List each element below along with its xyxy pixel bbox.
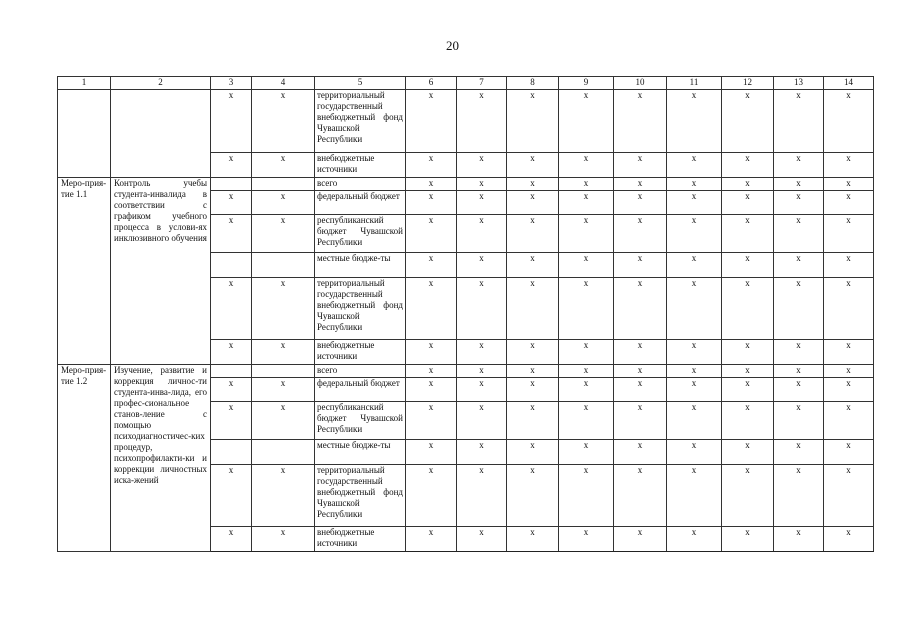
cross-cell: x — [507, 153, 559, 178]
cross-cell: x — [824, 378, 874, 402]
cross-cell: x — [406, 440, 457, 465]
table-row — [58, 90, 874, 153]
cross-cell: x — [722, 365, 774, 378]
column-header: 6 — [406, 77, 457, 90]
cross-cell: x — [722, 153, 774, 178]
cross-cell: x — [211, 191, 252, 215]
cross-cell: x — [722, 340, 774, 365]
cross-cell: x — [211, 340, 252, 365]
table-row — [58, 365, 874, 378]
measure-description-cell — [111, 90, 211, 178]
measure-label-cell — [58, 90, 111, 178]
cross-cell: x — [774, 365, 824, 378]
cross-cell: x — [824, 440, 874, 465]
cross-cell: x — [774, 278, 824, 340]
cross-cell: x — [824, 465, 874, 527]
cross-cell: x — [559, 278, 614, 340]
cross-cell: x — [667, 90, 722, 153]
cross-cell: x — [252, 340, 315, 365]
cross-cell: x — [252, 153, 315, 178]
cross-cell: x — [507, 90, 559, 153]
cross-cell: x — [252, 278, 315, 340]
cross-cell: x — [774, 153, 824, 178]
cross-cell: x — [457, 340, 507, 365]
cross-cell: x — [211, 90, 252, 153]
funding-source: местные бюдже-ты — [315, 440, 406, 465]
cross-cell: x — [406, 90, 457, 153]
empty-cell — [211, 253, 252, 278]
table-row — [58, 178, 874, 191]
cross-cell: x — [824, 365, 874, 378]
funding-source: республиканский бюджет Чувашской Республики — [315, 215, 406, 253]
cross-cell: x — [507, 365, 559, 378]
cross-cell: x — [614, 191, 667, 215]
cross-cell: x — [406, 402, 457, 440]
cross-cell: x — [824, 215, 874, 253]
cross-cell: x — [722, 440, 774, 465]
cross-cell: x — [722, 215, 774, 253]
cross-cell: x — [722, 278, 774, 340]
cross-cell: x — [722, 465, 774, 527]
cross-cell: x — [507, 465, 559, 527]
column-number-row — [58, 77, 874, 90]
column-header: 4 — [252, 77, 315, 90]
cross-cell: x — [667, 191, 722, 215]
funding-source: внебюджетные источники — [315, 340, 406, 365]
funding-source: федеральный бюджет — [315, 191, 406, 215]
empty-cell — [252, 365, 315, 378]
cross-cell: x — [824, 153, 874, 178]
cross-cell: x — [824, 340, 874, 365]
cross-cell: x — [774, 90, 824, 153]
cross-cell: x — [774, 378, 824, 402]
cross-cell: x — [614, 278, 667, 340]
cross-cell: x — [559, 215, 614, 253]
cross-cell: x — [667, 215, 722, 253]
cross-cell: x — [406, 340, 457, 365]
column-header: 8 — [507, 77, 559, 90]
cross-cell: x — [614, 153, 667, 178]
empty-cell — [211, 440, 252, 465]
cross-cell: x — [252, 191, 315, 215]
cross-cell: x — [774, 215, 824, 253]
cross-cell: x — [722, 90, 774, 153]
cross-cell: x — [667, 278, 722, 340]
cross-cell: x — [722, 191, 774, 215]
cross-cell: x — [211, 465, 252, 527]
cross-cell: x — [614, 253, 667, 278]
cross-cell: x — [559, 191, 614, 215]
cross-cell: x — [211, 402, 252, 440]
funding-source: всего — [315, 365, 406, 378]
cross-cell: x — [252, 402, 315, 440]
cross-cell: x — [406, 527, 457, 552]
cross-cell: x — [559, 90, 614, 153]
funding-source: местные бюдже-ты — [315, 253, 406, 278]
cross-cell: x — [824, 191, 874, 215]
cross-cell: x — [667, 527, 722, 552]
cross-cell: x — [507, 340, 559, 365]
cross-cell: x — [559, 178, 614, 191]
cross-cell: x — [559, 340, 614, 365]
cross-cell: x — [774, 465, 824, 527]
cross-cell: x — [457, 178, 507, 191]
cross-cell: x — [252, 378, 315, 402]
measure-description: Изучение, развитие и коррекция личнос-ти студента-инва-лида, его профес-сиональное станов-ление с помощью психодиагностичес-ких процедур, психопрофилакти-ки и коррекции личностных иска-жений — [111, 365, 211, 552]
measure-description: Контроль учебы студента-инвалида в соответствии с графиком учебного процесса в услови-ях инклюзивного обучения — [111, 178, 211, 365]
cross-cell: x — [406, 153, 457, 178]
cross-cell: x — [252, 527, 315, 552]
funding-source: республиканский бюджет Чувашской Республики — [315, 402, 406, 440]
cross-cell: x — [774, 253, 824, 278]
cross-cell: x — [667, 378, 722, 402]
funding-source: территориальный государственный внебюджетный фонд Чувашской Республики — [315, 90, 406, 153]
cross-cell: x — [406, 253, 457, 278]
cross-cell: x — [457, 402, 507, 440]
cross-cell: x — [252, 215, 315, 253]
funding-source: всего — [315, 178, 406, 191]
cross-cell: x — [824, 402, 874, 440]
column-header: 14 — [824, 77, 874, 90]
cross-cell: x — [457, 215, 507, 253]
cross-cell: x — [457, 378, 507, 402]
page-number: 20 — [446, 38, 459, 53]
column-header: 13 — [774, 77, 824, 90]
column-header: 7 — [457, 77, 507, 90]
cross-cell: x — [722, 378, 774, 402]
cross-cell: x — [211, 378, 252, 402]
cross-cell: x — [457, 253, 507, 278]
cross-cell: x — [614, 90, 667, 153]
cross-cell: x — [667, 440, 722, 465]
cross-cell: x — [406, 178, 457, 191]
cross-cell: x — [667, 465, 722, 527]
cross-cell: x — [507, 402, 559, 440]
cross-cell: x — [211, 278, 252, 340]
cross-cell: x — [824, 178, 874, 191]
funding-source: федеральный бюджет — [315, 378, 406, 402]
cross-cell: x — [406, 378, 457, 402]
cross-cell: x — [507, 440, 559, 465]
cross-cell: x — [406, 215, 457, 253]
cross-cell: x — [457, 465, 507, 527]
cross-cell: x — [774, 340, 824, 365]
cross-cell: x — [824, 527, 874, 552]
cross-cell: x — [559, 253, 614, 278]
cross-cell: x — [667, 178, 722, 191]
cross-cell: x — [614, 465, 667, 527]
cross-cell: x — [211, 527, 252, 552]
cross-cell: x — [559, 402, 614, 440]
column-header: 3 — [211, 77, 252, 90]
cross-cell: x — [507, 278, 559, 340]
cross-cell: x — [614, 440, 667, 465]
cross-cell: x — [824, 278, 874, 340]
empty-cell — [211, 365, 252, 378]
cross-cell: x — [774, 402, 824, 440]
cross-cell: x — [667, 402, 722, 440]
funding-source: внебюджетные источники — [315, 153, 406, 178]
cross-cell: x — [667, 153, 722, 178]
funding-source: внебюджетные источники — [315, 527, 406, 552]
cross-cell: x — [559, 465, 614, 527]
cross-cell: x — [614, 527, 667, 552]
column-header: 5 — [315, 77, 406, 90]
cross-cell: x — [824, 90, 874, 153]
cross-cell: x — [614, 365, 667, 378]
cross-cell: x — [211, 215, 252, 253]
cross-cell: x — [507, 527, 559, 552]
cross-cell: x — [559, 440, 614, 465]
column-header: 11 — [667, 77, 722, 90]
cross-cell: x — [614, 178, 667, 191]
cross-cell: x — [774, 191, 824, 215]
cross-cell: x — [507, 215, 559, 253]
cross-cell: x — [667, 253, 722, 278]
cross-cell: x — [722, 178, 774, 191]
empty-cell — [252, 440, 315, 465]
cross-cell: x — [722, 402, 774, 440]
cross-cell: x — [457, 191, 507, 215]
cross-cell: x — [774, 178, 824, 191]
column-header: 12 — [722, 77, 774, 90]
cross-cell: x — [722, 527, 774, 552]
cross-cell: x — [614, 378, 667, 402]
empty-cell — [252, 178, 315, 191]
column-header: 9 — [559, 77, 614, 90]
cross-cell: x — [457, 90, 507, 153]
funding-source: территориальный государственный внебюджетный фонд Чувашской Республики — [315, 465, 406, 527]
cross-cell: x — [614, 402, 667, 440]
cross-cell: x — [774, 527, 824, 552]
cross-cell: x — [559, 527, 614, 552]
cross-cell: x — [722, 253, 774, 278]
cross-cell: x — [457, 153, 507, 178]
cross-cell: x — [507, 378, 559, 402]
measure-label: Меро-прия-тие 1.2 — [58, 365, 111, 552]
cross-cell: x — [406, 465, 457, 527]
empty-cell — [211, 178, 252, 191]
cross-cell: x — [406, 191, 457, 215]
cross-cell: x — [457, 440, 507, 465]
cross-cell: x — [252, 90, 315, 153]
cross-cell: x — [211, 153, 252, 178]
cross-cell: x — [824, 253, 874, 278]
cross-cell: x — [774, 440, 824, 465]
measure-label: Меро-прия-тие 1.1 — [58, 178, 111, 365]
column-header: 2 — [111, 77, 211, 90]
column-header: 1 — [58, 77, 111, 90]
cross-cell: x — [457, 365, 507, 378]
cross-cell: x — [559, 378, 614, 402]
cross-cell: x — [507, 178, 559, 191]
funding-source: территориальный государственный внебюджетный фонд Чувашской Республики — [315, 278, 406, 340]
cross-cell: x — [406, 278, 457, 340]
cross-cell: x — [406, 365, 457, 378]
column-header: 10 — [614, 77, 667, 90]
cross-cell: x — [667, 365, 722, 378]
cross-cell: x — [559, 365, 614, 378]
empty-cell — [252, 253, 315, 278]
cross-cell: x — [252, 465, 315, 527]
cross-cell: x — [614, 340, 667, 365]
cross-cell: x — [507, 191, 559, 215]
cross-cell: x — [667, 340, 722, 365]
cross-cell: x — [457, 278, 507, 340]
cross-cell: x — [559, 153, 614, 178]
cross-cell: x — [507, 253, 559, 278]
budget-table — [57, 76, 874, 552]
cross-cell: x — [614, 215, 667, 253]
cross-cell: x — [457, 527, 507, 552]
